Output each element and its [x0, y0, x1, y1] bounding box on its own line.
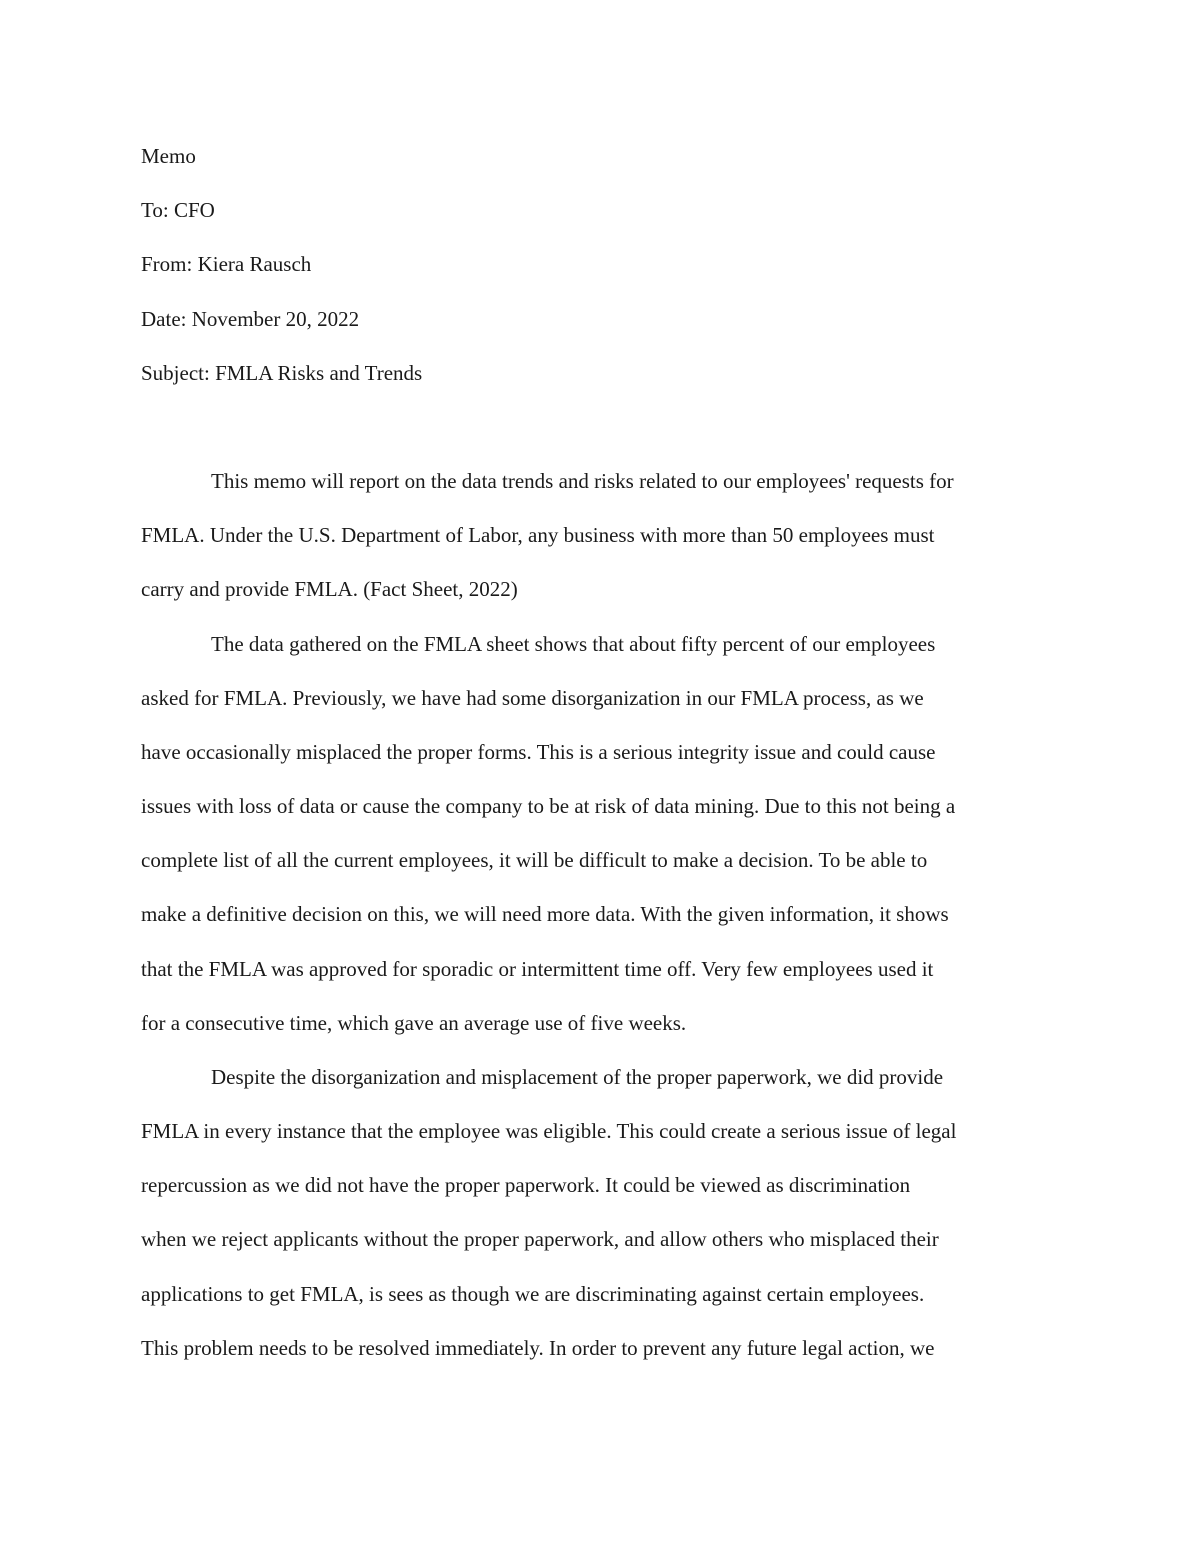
memo-date: Date: November 20, 2022 [141, 307, 360, 331]
body-line: Despite the disorganization and misplacement of the proper paperwork, we did provide [211, 1065, 944, 1089]
body-line: The data gathered on the FMLA sheet shows that about fifty percent of our employees [211, 632, 936, 656]
body-line: FMLA. Under the U.S. Department of Labor, any business with more than 50 employees must [141, 523, 935, 547]
body-line: complete list of all the current employees, it will be difficult to make a decision. To be able to [141, 848, 928, 872]
body-line: have occasionally misplaced the proper forms. This is a serious integrity issue and could cause [141, 740, 936, 764]
body-line: applications to get FMLA, is sees as though we are discriminating against certain employees. [141, 1282, 925, 1306]
memo-heading: Memo [141, 144, 196, 168]
body-line: FMLA in every instance that the employee was eligible. This could create a serious issue of legal [141, 1119, 957, 1143]
body-line: issues with loss of data or cause the company to be at risk of data mining. Due to this not being a [141, 794, 956, 818]
body-line: repercussion as we did not have the proper paperwork. It could be viewed as discrimination [141, 1173, 911, 1197]
body-line: when we reject applicants without the proper paperwork, and allow others who misplaced their [141, 1227, 939, 1251]
body-line: This memo will report on the data trends and risks related to our employees' requests for [211, 469, 954, 493]
body-line: make a definitive decision on this, we will need more data. With the given information, it shows [141, 902, 949, 926]
body-line: for a consecutive time, which gave an average use of five weeks. [141, 1011, 687, 1035]
body-line: This problem needs to be resolved immediately. In order to prevent any future legal action, we [141, 1336, 935, 1360]
memo-subject: Subject: FMLA Risks and Trends [141, 361, 423, 385]
body-line: carry and provide FMLA. (Fact Sheet, 2022) [141, 577, 518, 601]
body-line: that the FMLA was approved for sporadic or intermittent time off. Very few employees used it [141, 957, 934, 981]
memo-to: To: CFO [141, 198, 215, 222]
body-line: asked for FMLA. Previously, we have had some disorganization in our FMLA process, as we [141, 686, 924, 710]
memo-from: From: Kiera Rausch [141, 252, 312, 276]
